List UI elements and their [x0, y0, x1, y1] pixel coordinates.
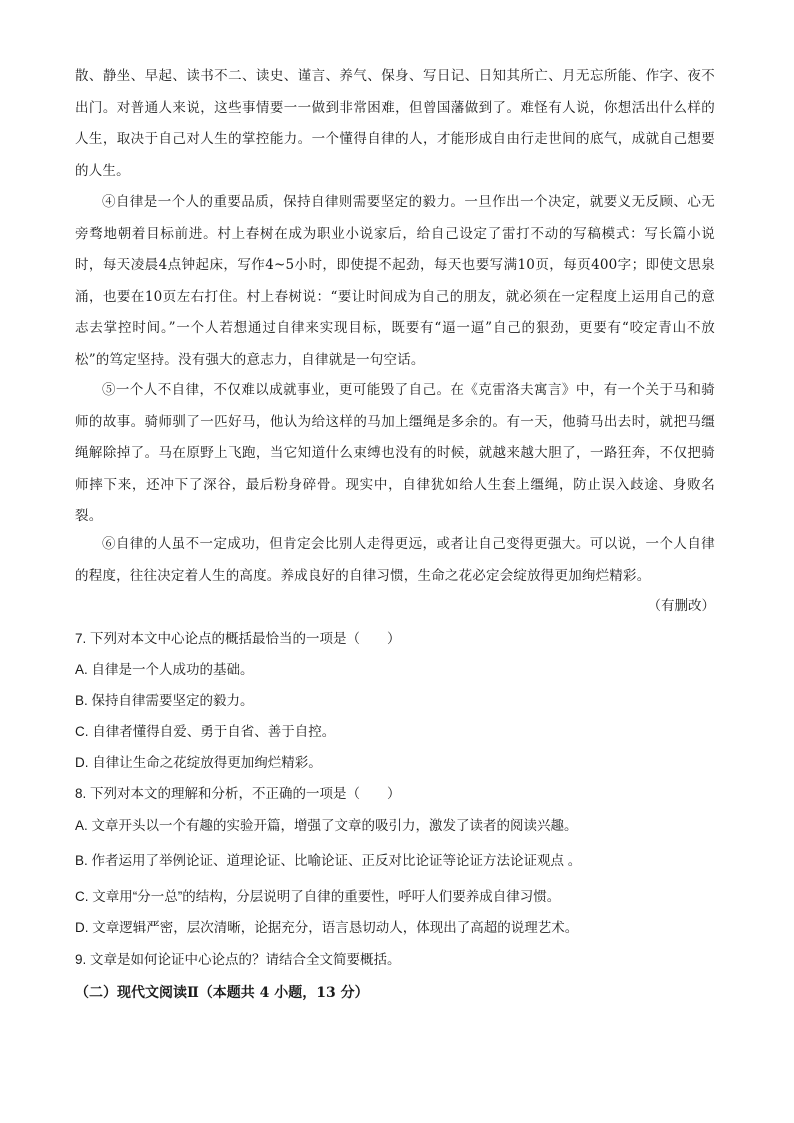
passage-paragraph-continuation: 散、静坐、早起、读书不二、读史、谨言、养气、保身、写日记、日知其所亡、月无忘所能、作字、夜不出门。对普通人来说，这些事情要一一做到非常困难，但曾国藩做到了。难怪有人说，你想活出什么样的人生，取决于自己对人生的掌控能力。一个懂得自律的人，才能形成自由行走世间的底气，成就自己想要的人生。 [75, 68, 715, 179]
question-9-stem: 9. 文章是如何论证中心论点的？请结合全文简要概括。 [75, 952, 401, 967]
passage-paragraph-5: ⑤一个人不自律，不仅难以成就事业，更可能毁了自己。在《克雷洛夫寓言》中，有一个关于马和骑师的故事。骑师驯了一匹好马，他认为给这样的马加上缰绳是多余的。有一天，他骑马出去时，就把马缰绳解除掉了。马在原野上飞跑，当它知道什么束缚也没有的时候，就越来越大胆了，一路狂奔，不仅把骑师摔下来，还冲下了深谷，最后粉身碎骨。现实中，自律犹如给人生套上缰绳，防止误入歧途、身败名裂。 [75, 382, 715, 524]
question-7-option-d: D. 自律让生命之花绽放得更加绚烂精彩。 [75, 755, 322, 770]
passage-paragraph-6: ⑥自律的人虽不一定成功，但肯定会比别人走得更远，或者让自己变得更强大。可以说，一个人自律的程度，往往决定着人生的高度。养成良好的自律习惯，生命之花必定会绽放得更加绚烂精彩。 [75, 536, 715, 584]
passage-paragraph-4: ④自律是一个人的重要品质，保持自律则需要坚定的毅力。一旦作出一个决定，就要义无反顾、心无旁骛地朝着目标前进。村上春树在成为职业小说家后，给自己设定了雷打不动的写稿模式：写长篇小说时，每天凌晨4点钟起床，写作4~5小时，即使提不起劲，每天也要写满10页，每页400字；即使文思泉涌，也要在10页左右打住。村上春树说：“要让时间成为自己的朋友，就必须在一定程度上运用自己的意志去掌控时间。”一个人若想通过自律来实现目标，既要有“逼一逼”自己的狠劲，更要有“咬定青山不放松”的笃定坚持。没有强大的意志力，自律就是一句空话。 [75, 194, 715, 368]
question-8-stem: 8. 下列对本文的理解和分析，不正确的一项是（ ） [75, 786, 401, 801]
question-8-option-d: D. 文章逻辑严密，层次清晰，论据充分，语言恳切动人，体现出了高超的说理艺术。 [75, 920, 579, 935]
question-7-option-c: C. 自律者懂得自爱、勇于自省、善于自控。 [75, 724, 336, 739]
question-8-option-b: B. 作者运用了举例论证、道理论证、比喻论证、正反对比论证等论证方法论证观点 。 [75, 853, 582, 868]
section-heading: （二）现代文阅读Ⅱ（本题共 4 小题，13 分） [75, 985, 369, 1001]
question-8-option-a: A. 文章开头以一个有趣的实验开篇，增强了文章的吸引力，激发了读者的阅读兴趣。 [75, 818, 578, 833]
question-7-stem: 7. 下列对本文中心论点的概括最恰当的一项是（ ） [75, 631, 401, 646]
question-7-option-b: B. 保持自律需要坚定的毅力。 [75, 693, 254, 708]
question-7-option-a: A. 自律是一个人成功的基础。 [75, 662, 254, 677]
question-8-option-c: C. 文章用“分一总”的结构，分层说明了自律的重要性，呼吁人们要养成自律习惯。 [75, 889, 561, 904]
source-note: （有删改） [647, 598, 715, 614]
